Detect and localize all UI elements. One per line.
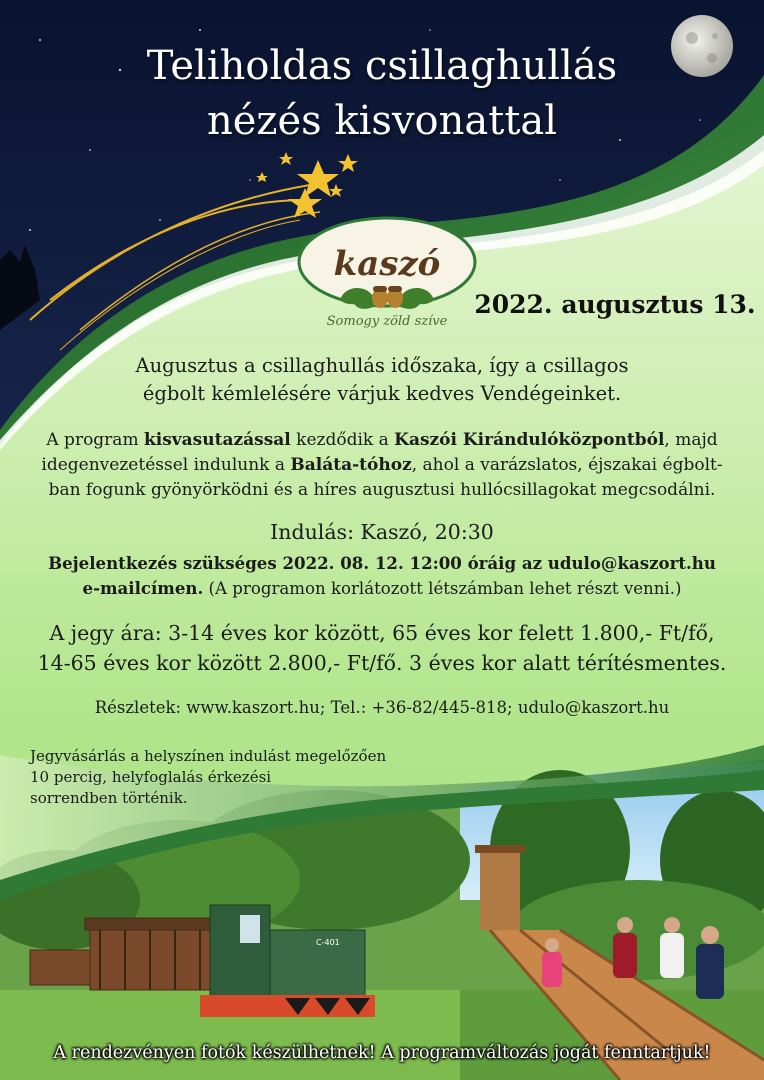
title-line-1: Teliholdas csillaghullás <box>146 43 618 89</box>
logo-tagline: Somogy zöld szíve <box>326 314 448 329</box>
intro-text: Augusztus a csillaghullás időszaka, így a csillagos égbolt kémlelésére várjuk kedves Vendégeinket. <box>135 354 629 405</box>
svg-text:C-401: C-401 <box>316 938 340 947</box>
event-date: 2022. augusztus 13. <box>474 290 756 319</box>
contact-details: Részletek: www.kaszort.hu; Tel.: +36-82/445-818; udulo@kaszort.hu <box>94 698 670 717</box>
program-description: A program kisvasutazással kezdődik a Kaszói Kirándulóközpontból, majd idegenvezetéssel indulunk a Baláta-tóhoz, ahol a varázslatos, éjszakai égbolt- ban fogunk gyönyörködni és a híres augusztusi hullócsillagokat megcsodálni. <box>41 430 723 500</box>
ticket-purchase-note: Jegyvásárlás a helyszínen indulást megelőzően 10 percig, helyfoglalás érkezési sorrendben történik. <box>30 747 387 807</box>
logo-wordmark: kaszó <box>333 244 441 284</box>
title-line-2: nézés kisvonattal <box>206 98 558 144</box>
registration-info: Bejelentkezés szükséges 2022. 08. 12. 12:00 óráig az udulo@kaszort.hu e-mailcímen. (A programon korlátozott létszámban lehet részt venni.) <box>48 553 716 598</box>
kaszo-logo <box>299 218 475 329</box>
departure-info: Indulás: Kaszó, 20:30 <box>270 520 494 544</box>
ticket-price: A jegy ára: 3-14 éves kor között, 65 éves kor felett 1.800,- Ft/fő, 14-65 éves kor között 2.800,- Ft/fő. 3 éves kor alatt térítésmentes. <box>37 621 727 675</box>
footer-disclaimer: A rendezvényen fotók készülhetnek! A programváltozás jogát fenntartjuk! <box>53 1043 711 1063</box>
